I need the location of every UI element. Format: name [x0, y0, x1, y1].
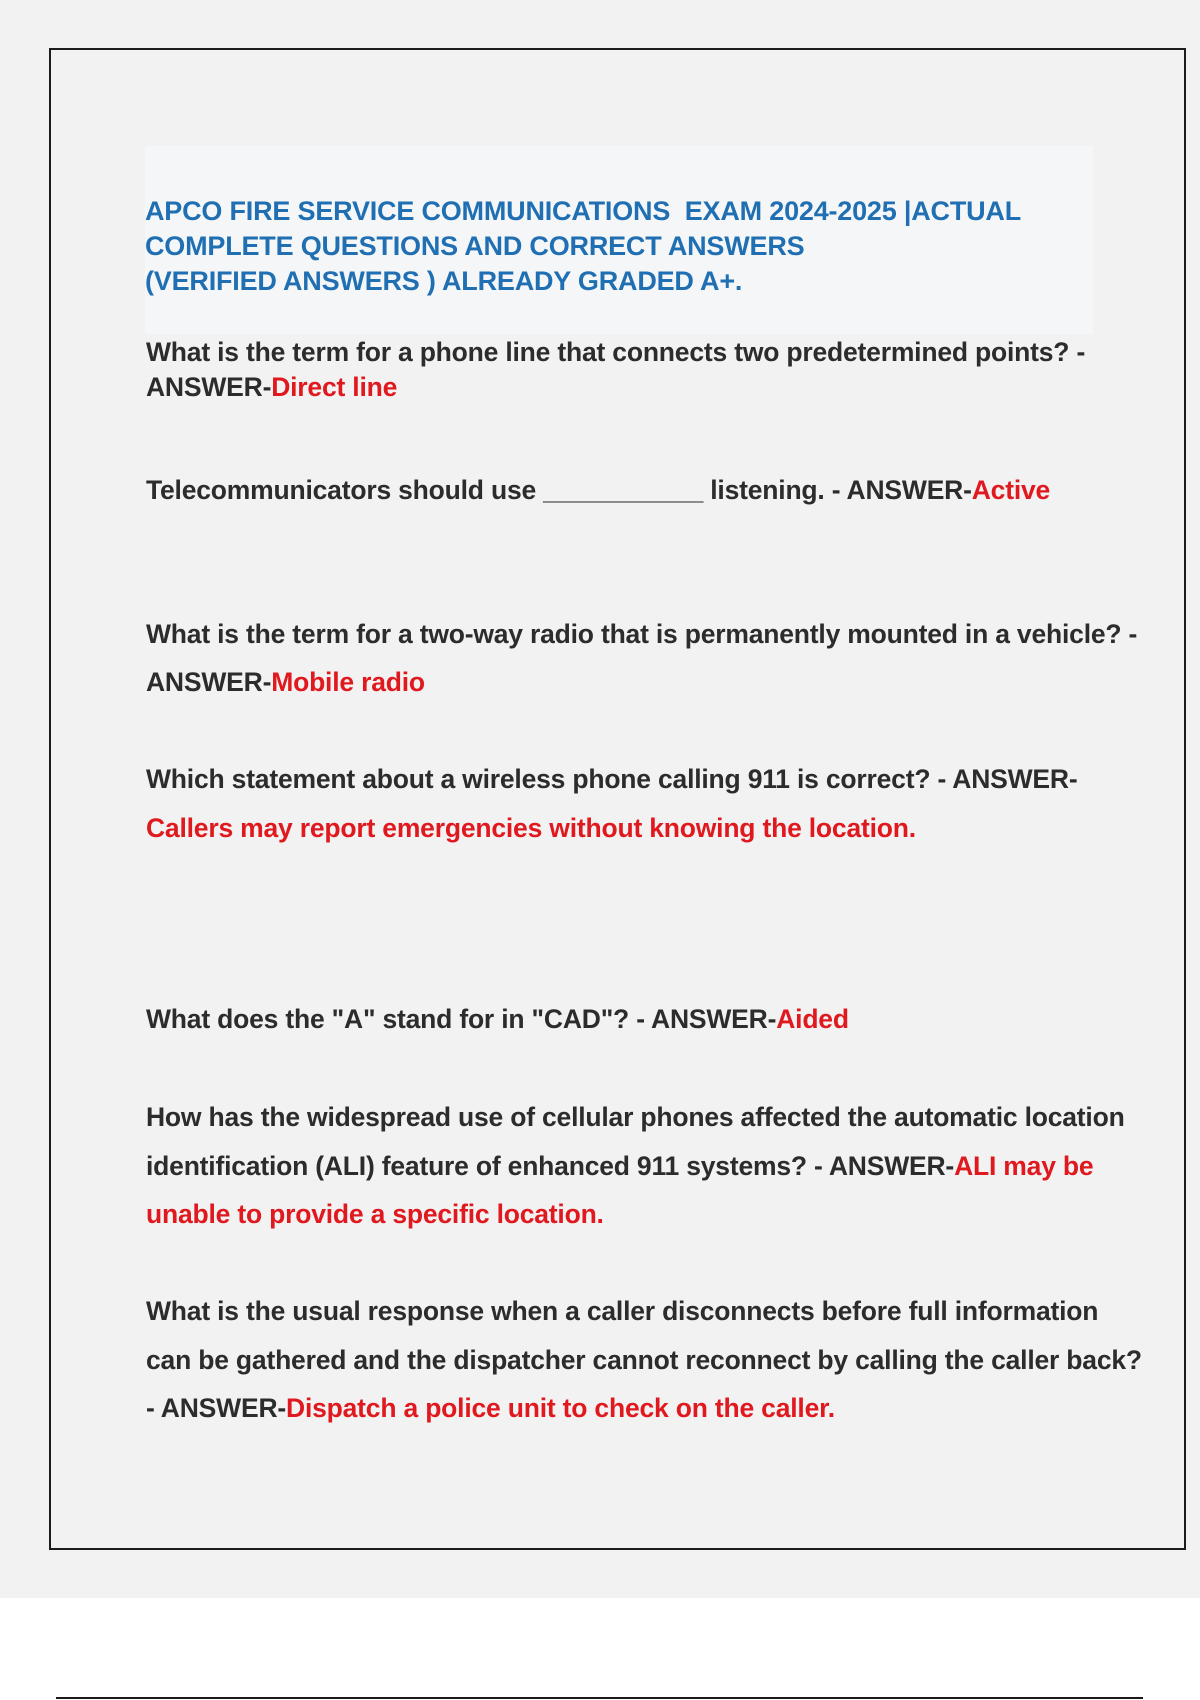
qa-item-2	[146, 466, 1146, 514]
answer-text: Aided	[776, 1004, 849, 1034]
qa-item-6	[146, 1093, 1146, 1239]
title-block	[145, 146, 1093, 334]
qa-item-3	[146, 610, 1146, 706]
answer-text: Active	[971, 475, 1051, 505]
answer-text: Mobile radio	[271, 667, 425, 697]
qa-item-7	[146, 1287, 1146, 1433]
document-title: APCO FIRE SERVICE COMMUNICATIONS EXAM 2024-2025 |ACTUAL COMPLETE QUESTIONS AND CORRECT ANSWERS (VERIFIED ANSWERS ) ALREADY GRADED A+.	[145, 196, 1022, 296]
qa-item-1	[146, 335, 1146, 405]
question-text: What does the "A" stand for in "CAD"? - ANSWER-	[146, 1004, 777, 1034]
question-text: Telecommunicators should use ___________ listening. - ANSWER-	[146, 475, 972, 505]
question-text: What is the usual response when a caller disconnects before full information can be gathered and the dispatcher cannot reconnect by calling the caller back? - ANSWER-	[146, 1296, 1142, 1423]
page-border-frame	[49, 48, 1186, 1550]
answer-text: Callers may report emergencies without knowing the location.	[146, 813, 916, 843]
qa-item-4	[146, 755, 1146, 853]
question-text: Which statement about a wireless phone calling 911 is correct? - ANSWER-	[146, 764, 1078, 794]
question-text: How has the widespread use of cellular phones affected the automatic location identification (ALI) feature of enhanced 911 systems? - ANSWER-	[146, 1102, 1125, 1181]
question-text: What is the term for a phone line that connects two predetermined points? - ANSWER-	[146, 337, 1086, 402]
question-text: What is the term for a two-way radio that is permanently mounted in a vehicle? - ANSWER-	[146, 619, 1138, 697]
footer-divider	[56, 1697, 1143, 1699]
answer-text: Direct line	[271, 372, 398, 402]
answer-text: Dispatch a police unit to check on the caller.	[286, 1393, 835, 1423]
qa-item-5	[146, 995, 1146, 1043]
answer-text: ALI may be unable to provide a specific location.	[146, 1150, 1094, 1229]
